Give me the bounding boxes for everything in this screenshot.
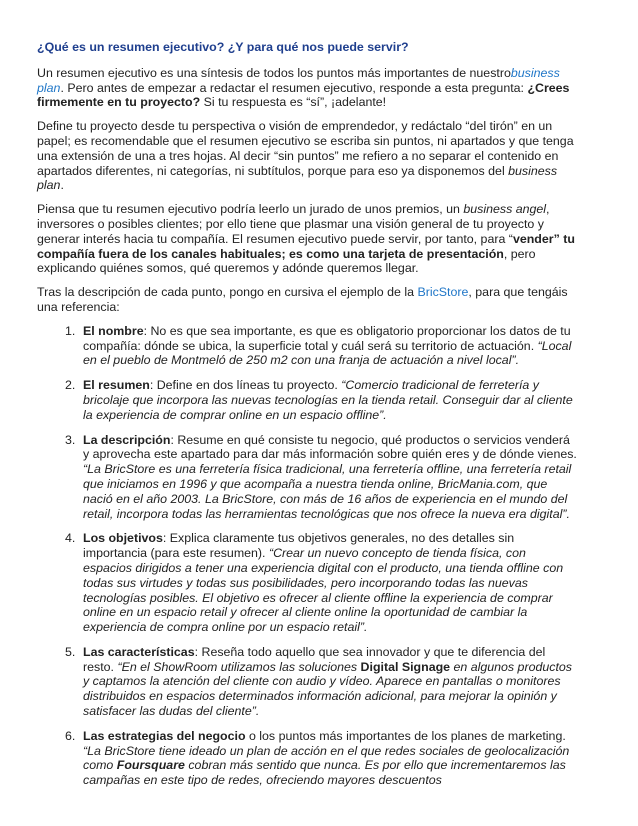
paragraph-text: Si tu respuesta es “sí”, ¡adelante! [200,95,387,110]
item-text: : Resume en qué consiste tu negocio, qué productos o servicios venderá y aprovecha este apartado para dar más información sobre quién eres y de dónde vienes. [83,432,577,462]
item-example-bold: Digital Signage [360,659,451,674]
list-item [37,433,578,522]
item-example-bold: Foursquare [116,758,185,773]
paragraph-text: Un resumen ejecutivo es una síntesis de todos los puntos más importantes de nuestro [37,65,511,80]
business-plan-link[interactable]: business plan [37,65,560,95]
item-example: cobran más sentido que nunca. Es por ello que incrementaremos las campañas en este tipo de redes, ofreciendo mayores descuentos [83,758,566,788]
paragraph-bold: ¿Crees firmemente en tu proyecto? [37,80,570,110]
list-number: 3. [65,432,76,447]
page-title: ¿Qué es un resumen ejecutivo? ¿Y para qué nos puede servir? [37,40,409,54]
paragraph-text: , para que tengáis una referencia: [37,285,568,314]
list-item [37,729,578,788]
item-text: : Reseña todo aquello que sea innovador y que te diferencia del resto. [83,644,546,674]
item-example: “En el ShowRoom utilizamos las soluciones [117,659,361,674]
paragraph-text: Define tu proyecto desde tu perspectiva o visión de emprendedor, y redáctalo “del tirón” en un papel; es recomendable que el resumen ejecutivo se escriba sin puntos, ni apartados y que tenga una extensión de una a tres hojas. Al decir “sin puntos” me refiero a no separar el contenido en apartados diferentes, ni categorías, ni subtítulos, porque para eso ya disponemos del [37,119,574,178]
item-title: El nombre [83,323,144,338]
bricstore-link[interactable]: BricStore [417,285,469,300]
paragraph-define [37,119,578,193]
item-example: “La BricStore es una ferretería física tradicional, una ferretería offline, una ferretería retail que iniciamos en 1996 y que acompaña a nuestra tienda online, BricMania.com, que nació en el año 2003. La BricStore, con más de 16 años de experiencia en el mundo del retail, incorpora todas las herramientas tecnológicas que nos ofrece la nueva era digital”. [83,462,572,521]
list-number: 2. [65,378,76,393]
item-title: Las estrategias del negocio [83,728,246,743]
paragraph-reference [37,285,578,315]
paragraph-text: . [60,178,64,193]
paragraph-italic: business plan [37,163,558,193]
item-example: “Local en el pueblo de Montmeló de 250 m2 con una franja de actuación a nivel local”. [83,338,572,368]
paragraph-bold: vender” tu compañía fuera de los canales habituales; es como una tarjeta de presentación [37,231,575,261]
paragraph-text: , pero explicando quiénes somos, qué queremos y adónde queremos llegar. [37,246,536,276]
paragraph-intro [37,66,578,110]
item-title: Las características [83,644,195,659]
paragraph-text: Tras la descripción de cada punto, pongo en cursiva el ejemplo de la [37,285,418,300]
item-text: : Define en dos líneas tu proyecto. [149,378,342,393]
paragraph-text: Piensa que tu resumen ejecutivo podría leerlo un jurado de unos premios, un [37,202,464,217]
paragraph-audience [37,202,578,276]
list-number: 5. [65,644,76,659]
item-example: “Comercio tradicional de ferretería y bricolaje que incorpora las nuevas tecnologías en la tienda retail. Conseguir dar al cliente la experiencia de comprar online en un espacio offline”. [83,378,573,422]
numbered-list [37,324,578,788]
item-text: : Explica claramente tus objetivos generales, no des detalles sin importancia (para este resumen). [83,531,515,561]
item-example: “Crear un nuevo concepto de tienda física, con espacios dirigidos a tener una experiencia digital con el producto, una tienda offline con todas sus virtudes y todas sus posibilidades, pero incorporando todas las nuevas tecnologías posibles. El objetivo es ofrecer al cliente offline la experiencia de comprar online en un espacio retail y ofrecer al cliente online la oportunidad de cambiar la experiencia de compra online por un espacio retail”. [83,546,564,635]
item-title: La descripción [83,432,171,447]
item-text: : No es que sea importante, es que es obligatorio proporcionar los datos de tu compañía: dónde se ubica, la superficie total y cuál será su territorio de actuación. [83,323,571,353]
list-item [37,378,578,422]
paragraph-italic: business angel [463,202,547,217]
list-number: 1. [65,323,76,338]
item-example: “La BricStore tiene ideado un plan de acción en el que redes sociales de geolocalización como [83,743,570,773]
item-title: El resumen [83,378,150,393]
paragraph-text: , inversores o posibles clientes; por ello tiene que plasmar una visión general de tu proyecto y generar interés hacia tu compañía. El resumen ejecutivo puede servir, por tanto, para “ [37,202,550,246]
list-item [37,324,578,368]
list-item [37,531,578,635]
item-text: o los puntos más importantes de los planes de marketing. [245,728,566,743]
item-example: en algunos productos y captamos la atención del cliente con audio y vídeo. Aparece en pantallas o monitores distribuidos en espacios determinados información adicional, para mejorar la opinión y satisfacer las dudas del cliente”. [83,659,572,719]
paragraph-text: . Pero antes de empezar a redactar el resumen ejecutivo, responde a esta pregunta: [60,80,528,95]
item-title: Los objetivos [83,531,163,546]
list-item [37,645,578,719]
list-number: 6. [65,728,76,743]
list-number: 4. [65,531,76,546]
